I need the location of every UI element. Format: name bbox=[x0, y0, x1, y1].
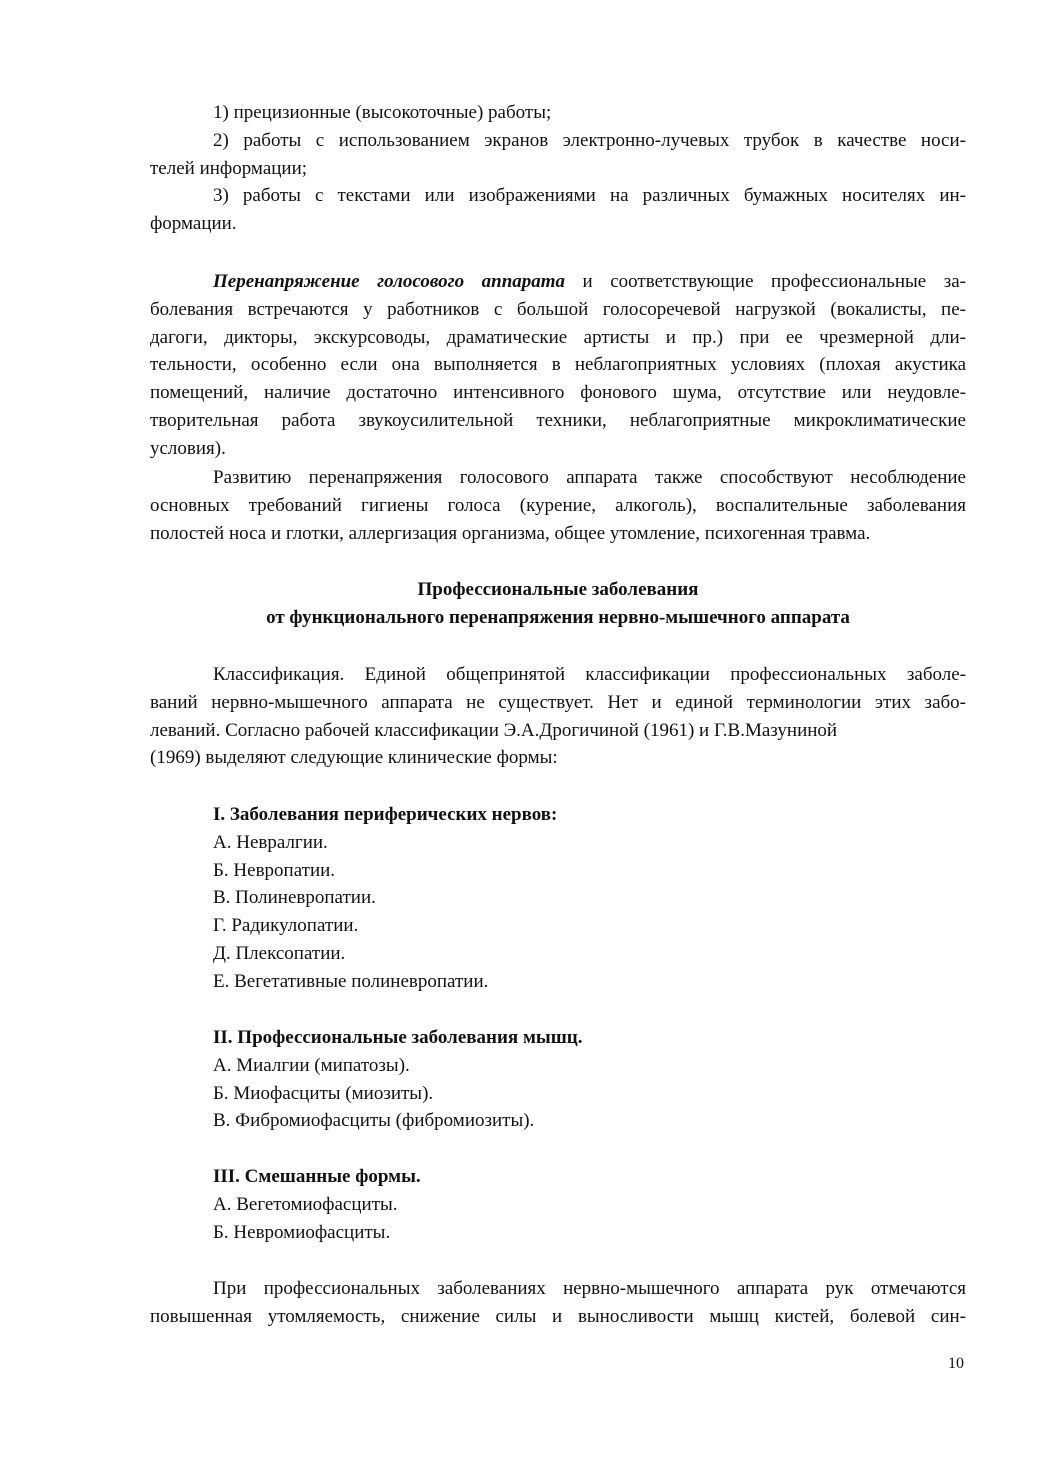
classification-group bbox=[150, 801, 966, 996]
list-item: 2) работы с использованием экранов электронно-лучевых трубок в качестве носи- bbox=[213, 129, 966, 151]
heading-line: Профессиональные заболевания bbox=[417, 579, 699, 600]
paragraph-line: дагоги, дикторы, экскурсоводы, драматические артисты и пр.) при ее чрезмерной дли- bbox=[150, 326, 966, 348]
document-page bbox=[150, 0, 966, 1471]
emphasized-term: Перенапряжение голосового аппарата bbox=[213, 271, 566, 292]
paragraph-text: и соответствующие профессиональные за- bbox=[565, 271, 966, 292]
intro-list bbox=[150, 99, 966, 238]
classification-group bbox=[150, 1163, 966, 1246]
group-title: I. Заболевания периферических нервов: bbox=[213, 804, 558, 825]
paragraph-line: ваний нервно-мышечного аппарата не существует. Нет и единой терминологии этих забо- bbox=[150, 691, 966, 713]
page-number: 10 bbox=[948, 1355, 964, 1372]
group-title: II. Профессиональные заболевания мышц. bbox=[213, 1027, 583, 1048]
group-item: А. Миалгии (мипатозы). bbox=[213, 1054, 410, 1076]
paragraph-line: (1969) выделяют следующие клинические формы: bbox=[150, 747, 558, 769]
group-item: Г. Радикулопатии. bbox=[213, 915, 359, 937]
voice-paragraph bbox=[150, 268, 966, 463]
paragraph-line: Классификация. Единой общепринятой классификации профессиональных заболе- bbox=[213, 664, 966, 685]
group-item: А. Невралгии. bbox=[213, 831, 328, 853]
paragraph-line: тельности, особенно если она выполняется в неблагоприятных условиях (плохая акустика bbox=[150, 354, 966, 376]
paragraph-line: повышенная утомляемость, снижение силы и выносливости мышц кистей, болевой син- bbox=[150, 1305, 966, 1327]
list-item: 3) работы с текстами или изображениями на различных бумажных носителях ин- bbox=[213, 185, 966, 207]
classification-group bbox=[150, 1024, 966, 1135]
paragraph-line: полостей носа и глотки, аллергизация организма, общее утомление, психогенная травма. bbox=[150, 522, 871, 544]
paragraph-line bbox=[150, 268, 966, 296]
paragraph-line: условия). bbox=[150, 437, 226, 459]
heading-line: от функционального перенапряжения нервно-мышечного аппарата bbox=[266, 606, 850, 628]
group-item: Б. Миофасциты (миозиты). bbox=[213, 1082, 434, 1104]
closing-paragraph bbox=[150, 1275, 966, 1331]
voice-factors-paragraph bbox=[150, 464, 966, 547]
list-item: 1) прецизионные (высокоточные) работы; bbox=[213, 102, 552, 123]
group-item: Б. Невропатии. bbox=[213, 859, 336, 881]
group-item: Б. Невромиофасциты. bbox=[213, 1221, 391, 1243]
group-item: В. Фибромиофасциты (фибромиозиты). bbox=[213, 1110, 535, 1132]
list-item-continuation: формации. bbox=[150, 213, 237, 235]
paragraph-line: основных требований гигиены голоса (курение, алкоголь), воспалительные заболевания bbox=[150, 494, 966, 516]
classification-paragraph bbox=[150, 661, 966, 772]
paragraph-line: болевания встречаются у работников с большой голосоречевой нагрузкой (вокалисты, пе- bbox=[150, 298, 966, 320]
paragraph-line: Развитию перенапряжения голосового аппарата также способствуют несоблюдение bbox=[213, 467, 966, 488]
paragraph-line: творительная работа звукоусилительной техники, неблагоприятные микроклиматические bbox=[150, 409, 966, 431]
group-item: В. Полиневропатии. bbox=[213, 887, 376, 909]
paragraph-line: леваний. Согласно рабочей классификации Э.А.Дрогичиной (1961) и Г.В.Мазуниной bbox=[150, 719, 838, 741]
group-item: Д. Плексопатии. bbox=[213, 942, 346, 964]
group-item: А. Вегетомиофасциты. bbox=[213, 1193, 398, 1215]
paragraph-line: помещений, наличие достаточно интенсивного фонового шума, отсутствие или неудовле- bbox=[150, 382, 966, 404]
list-item-continuation: телей информации; bbox=[150, 157, 308, 179]
group-title: III. Смешанные формы. bbox=[213, 1166, 421, 1187]
group-item: Е. Вегетативные полиневропатии. bbox=[213, 970, 489, 992]
paragraph-line: При профессиональных заболеваниях нервно-мышечного аппарата рук отмечаются bbox=[213, 1278, 966, 1299]
section-heading bbox=[150, 576, 966, 632]
